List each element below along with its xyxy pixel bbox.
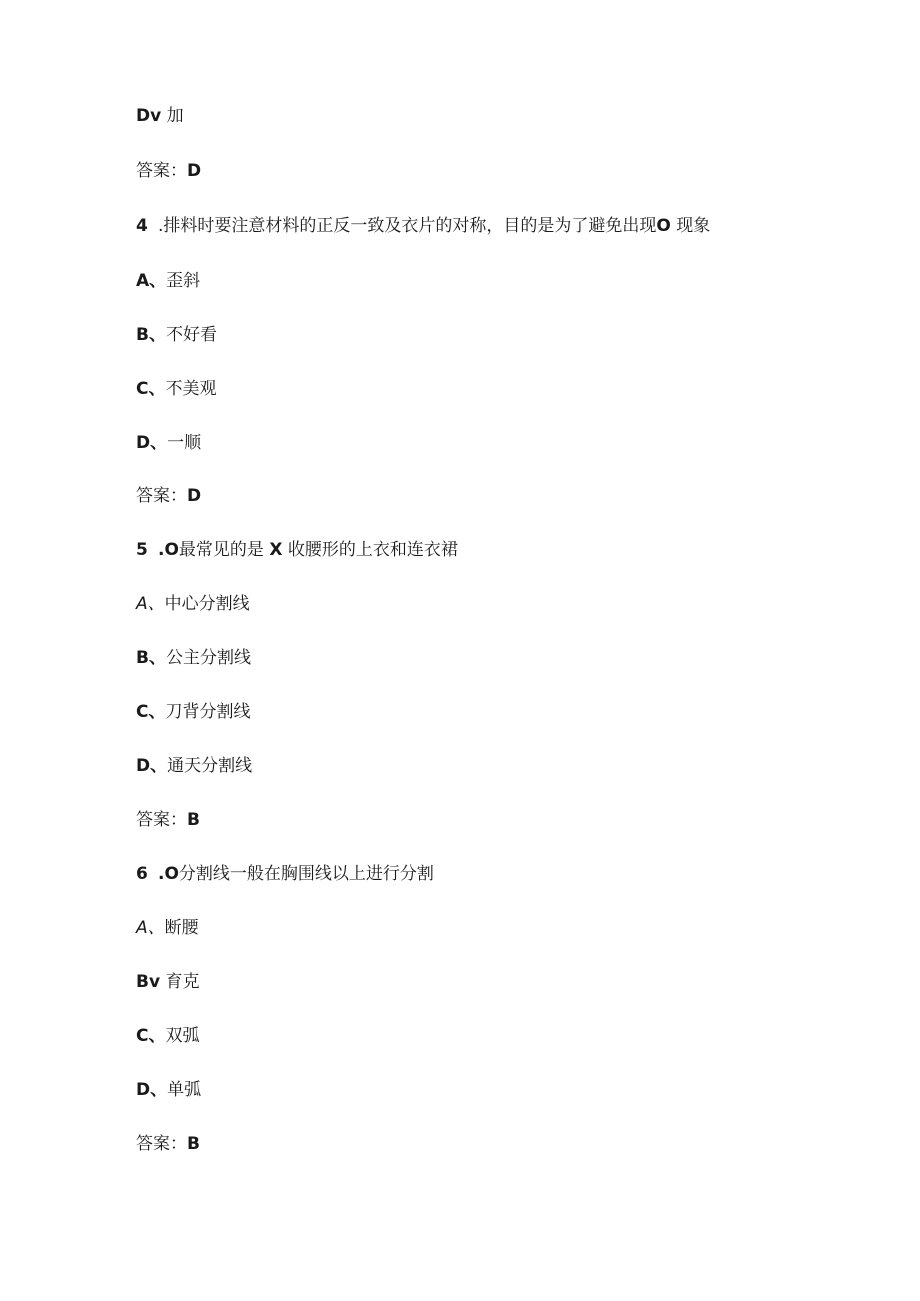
option-c [136, 1025, 199, 1047]
option-label: C、 [136, 379, 166, 399]
answer-value: B [187, 1134, 200, 1154]
option-d [136, 755, 252, 777]
answer-prefix: 答案： [136, 161, 187, 181]
answer-prefix: 答案： [136, 1134, 187, 1154]
option-b [136, 324, 217, 346]
question-number: 6 [136, 864, 148, 884]
option-d [136, 432, 201, 454]
option-text: 刀背分割线 [165, 702, 251, 722]
option-c [136, 378, 216, 400]
option-text: 不好看 [165, 325, 217, 345]
option-label: A、 [136, 594, 165, 614]
option-a [136, 270, 200, 292]
answer-line-6 [136, 1133, 200, 1155]
option-label: B、 [136, 325, 166, 345]
option-label: D、 [136, 433, 168, 453]
option-label: C、 [136, 1026, 166, 1046]
question-blank: .O [158, 864, 179, 884]
option-a [136, 593, 250, 615]
option-label: A、 [136, 918, 165, 938]
option-label: A、 [136, 271, 167, 291]
option-text: 歪斜 [166, 271, 201, 291]
question-blank: .O [158, 540, 179, 560]
option-text: 通天分割线 [167, 756, 253, 776]
option-b [136, 647, 251, 669]
option-d-prev [136, 105, 184, 127]
answer-prefix: 答案： [136, 810, 187, 830]
answer-value: B [187, 810, 200, 830]
option-label: D、 [136, 1080, 168, 1100]
option-text: 双弧 [165, 1026, 200, 1046]
question-tail: 收腰形的上衣和连衣裙 [287, 540, 458, 560]
option-label: B、 [136, 648, 166, 668]
answer-line-5 [136, 809, 200, 831]
option-text: 公主分割线 [165, 648, 251, 668]
answer-value: D [187, 161, 202, 181]
question-mid: X [269, 540, 283, 560]
option-text: 一顺 [167, 433, 202, 453]
question-number: 5 [136, 540, 148, 560]
question-text: 分割线一般在胸围线以上进行分割 [178, 864, 434, 884]
option-d [136, 1079, 201, 1101]
option-label: Bv [136, 972, 161, 992]
question-blank: O [656, 216, 671, 236]
option-text: 育克 [165, 972, 200, 992]
answer-line-3 [136, 160, 201, 182]
question-text: .排料时要注意材料的正反一致及衣片的对称，目的是为了避免出现 [158, 216, 657, 236]
question-5 [136, 539, 458, 561]
option-a [136, 917, 199, 939]
option-label: C、 [136, 702, 166, 722]
option-text: 不美观 [165, 379, 217, 399]
option-label: D、 [136, 756, 168, 776]
option-c [136, 701, 250, 723]
option-label: Dv [136, 106, 162, 126]
question-4 [136, 215, 710, 237]
option-text: 中心分割线 [164, 594, 250, 614]
question-6 [136, 863, 434, 885]
answer-value: D [187, 486, 202, 506]
question-tail: 现象 [676, 216, 711, 236]
option-text: 加 [166, 106, 184, 126]
answer-prefix: 答案： [136, 486, 187, 506]
option-text: 单弧 [167, 1080, 202, 1100]
option-text: 断腰 [164, 918, 199, 938]
option-b [136, 971, 199, 993]
answer-line-4 [136, 485, 201, 507]
question-text: 最常见的是 [178, 540, 264, 560]
question-number: 4 [136, 216, 148, 236]
